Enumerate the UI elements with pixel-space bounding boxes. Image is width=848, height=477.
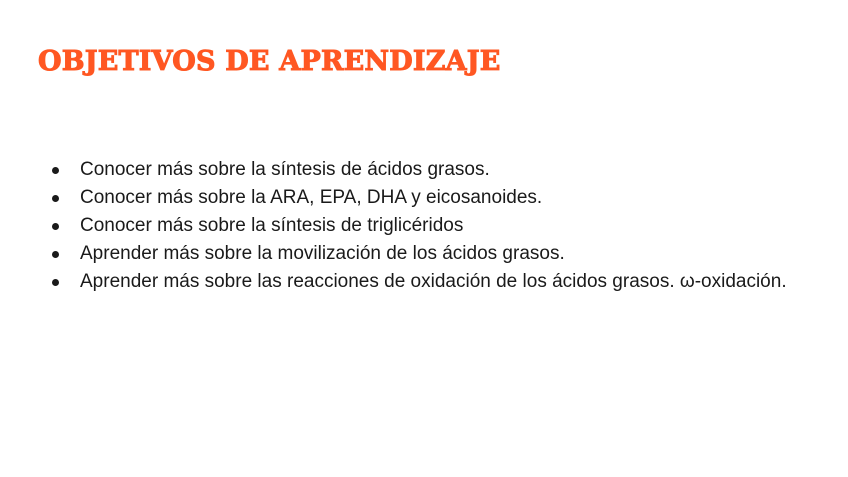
bullet-icon — [52, 223, 59, 230]
list-item — [48, 240, 810, 268]
list-item-text: Aprender más sobre las reacciones de oxidación de los ácidos grasos. ω-oxidación. — [80, 271, 787, 292]
list-item — [48, 184, 810, 212]
slide-title: OBJETIVOS DE APRENDIZAJE — [38, 46, 501, 77]
objectives-list — [48, 156, 810, 296]
bullet-icon — [52, 251, 59, 258]
list-item-text: Aprender más sobre la movilización de los ácidos grasos. — [80, 243, 565, 264]
bullet-icon — [52, 167, 59, 174]
list-item-text: Conocer más sobre la síntesis de triglicéridos — [80, 215, 464, 236]
list-item — [48, 268, 810, 296]
list-item-text: Conocer más sobre la síntesis de ácidos grasos. — [80, 159, 490, 180]
list-item — [48, 212, 810, 240]
bullet-icon — [52, 195, 59, 202]
list-item — [48, 156, 810, 184]
bullet-icon — [52, 279, 59, 286]
list-item-text: Conocer más sobre la ARA, EPA, DHA y eicosanoides. — [80, 187, 543, 208]
